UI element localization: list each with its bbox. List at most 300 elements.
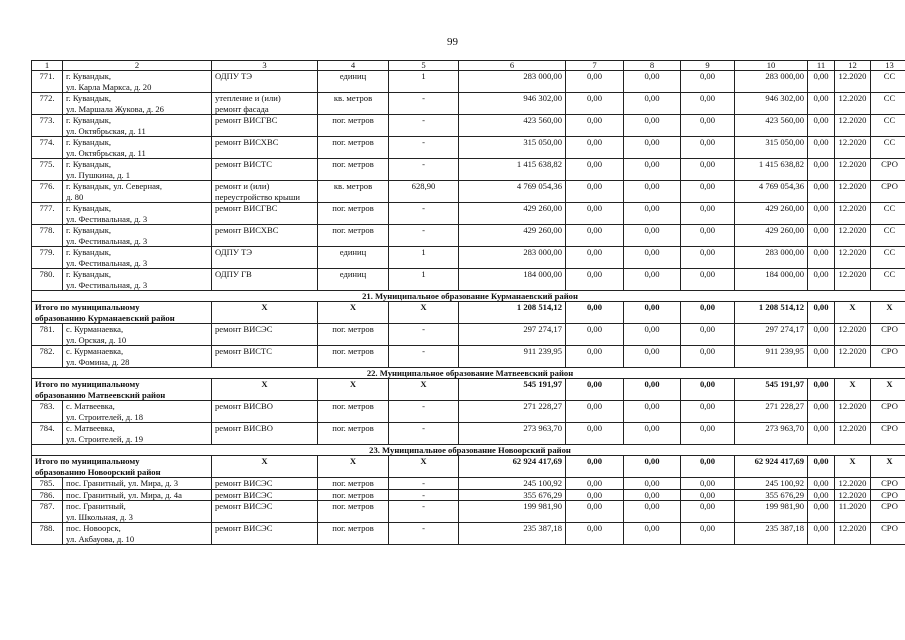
work-type-cell: [212, 159, 318, 181]
work-type-line: ремонт ВИСТС: [215, 159, 273, 169]
work-type-cell: [212, 247, 318, 269]
column-number: 12: [835, 61, 871, 71]
total-cost-cell: 429 260,00: [459, 225, 566, 247]
total-cell: 0,00: [808, 379, 835, 401]
column-number: 4: [318, 61, 389, 71]
total-cell: X: [871, 302, 905, 324]
amount-cell: 0,00: [681, 269, 735, 291]
work-type-line: ремонт ВИСГВС: [215, 115, 278, 125]
work-type-line: ремонт ВИСЭС: [215, 523, 273, 533]
work-type-cell: [212, 501, 318, 523]
address-line: пос. Новоорск,: [66, 523, 121, 533]
amount-cell: 0,00: [808, 225, 835, 247]
total-cost-cell: 235 387,18: [459, 523, 566, 545]
total-cost-cell: 199 981,90: [459, 501, 566, 523]
address-cell: [63, 489, 212, 501]
amount-cell: 0,00: [681, 324, 735, 346]
amount-cell: 0,00: [808, 478, 835, 490]
page-number: 99: [447, 36, 458, 48]
work-type-line: ОДПУ ТЭ: [215, 247, 253, 257]
amount-cell: 245 100,92: [735, 478, 808, 490]
funding-source-cell: СС: [871, 71, 905, 93]
amount-cell: 0,00: [624, 225, 681, 247]
total-cost-cell: 273 963,70: [459, 423, 566, 445]
total-cost-cell: 1 208 514,12: [735, 302, 808, 324]
total-cost-cell: 4 769 054,36: [459, 181, 566, 203]
amount-cell: 0,00: [808, 159, 835, 181]
address-cell: [63, 324, 212, 346]
total-cell: X: [835, 456, 871, 478]
amount-cell: 0,00: [566, 346, 624, 368]
quantity-cell: -: [389, 324, 459, 346]
amount-cell: 4 769 054,36: [735, 181, 808, 203]
work-type-cell: [212, 181, 318, 203]
amount-cell: 235 387,18: [735, 523, 808, 545]
total-cost-cell: 429 260,00: [459, 203, 566, 225]
column-number: 1: [32, 61, 63, 71]
amount-cell: 315 050,00: [735, 137, 808, 159]
row-number: 785.: [32, 478, 63, 490]
total-cell: X: [318, 379, 389, 401]
address-line: пос. Гранитный,: [66, 501, 126, 511]
amount-cell: 0,00: [566, 115, 624, 137]
amount-cell: 0,00: [681, 247, 735, 269]
total-cell: 0,00: [681, 302, 735, 324]
quantity-cell: -: [389, 346, 459, 368]
funding-source-cell: СС: [871, 269, 905, 291]
district-total-label-line: Итого по муниципальному: [35, 302, 140, 312]
work-type-line: ремонт ВИСВО: [215, 423, 273, 433]
total-cell: 0,00: [624, 456, 681, 478]
district-total-row: [32, 379, 905, 401]
work-type-cell: [212, 324, 318, 346]
total-cell: 0,00: [681, 456, 735, 478]
section-heading: 23. Муниципальное образование Новоорский район: [32, 445, 905, 456]
address-line: ул. Фестивальная, д. 3: [66, 257, 148, 268]
address-line: ул. Орская, д. 10: [66, 334, 127, 345]
work-type-line: ремонт ВИСГВС: [215, 203, 278, 213]
address-cell: [63, 423, 212, 445]
total-cell: X: [212, 456, 318, 478]
amount-cell: 0,00: [808, 269, 835, 291]
quantity-cell: -: [389, 225, 459, 247]
work-type-line: ремонт и (или): [215, 181, 270, 191]
amount-cell: 0,00: [808, 181, 835, 203]
section-heading-row: [32, 291, 905, 302]
column-number: 9: [681, 61, 735, 71]
amount-cell: 0,00: [681, 489, 735, 501]
district-total-label-line: Итого по муниципальному: [35, 456, 140, 466]
address-line: ул. Школьная, д. 3: [66, 511, 133, 522]
amount-cell: 0,00: [808, 523, 835, 545]
amount-cell: 0,00: [624, 247, 681, 269]
amount-cell: 0,00: [681, 423, 735, 445]
district-total-label-line: образованию Новоорский район: [35, 466, 161, 477]
funding-source-cell: СС: [871, 93, 905, 115]
quantity-cell: -: [389, 137, 459, 159]
quantity-cell: -: [389, 423, 459, 445]
amount-cell: 0,00: [681, 115, 735, 137]
work-type-line: ремонт ВИСЭС: [215, 501, 273, 511]
address-line: г. Кувандык,: [66, 137, 112, 147]
row-number: 780.: [32, 269, 63, 291]
address-line: г. Кувандык,: [66, 159, 112, 169]
unit-cell: пог. метров: [318, 489, 389, 501]
amount-cell: 0,00: [566, 181, 624, 203]
district-total-label: [32, 302, 212, 324]
district-total-label: [32, 456, 212, 478]
table-row: [32, 324, 905, 346]
amount-cell: 0,00: [624, 269, 681, 291]
amount-cell: 946 302,00: [735, 93, 808, 115]
table-row: [32, 93, 905, 115]
total-cost-cell: 297 274,17: [459, 324, 566, 346]
completion-date-cell: 12.2020: [835, 93, 871, 115]
row-number: 772.: [32, 93, 63, 115]
funding-source-cell: СРО: [871, 489, 905, 501]
total-cost-cell: 545 191,97: [459, 379, 566, 401]
work-type-cell: [212, 489, 318, 501]
address-line: ул. Фестивальная, д. 3: [66, 279, 148, 290]
row-number: 784.: [32, 423, 63, 445]
row-number: 788.: [32, 523, 63, 545]
total-cost-cell: 1 415 638,82: [459, 159, 566, 181]
completion-date-cell: 12.2020: [835, 137, 871, 159]
unit-cell: единиц: [318, 71, 389, 93]
completion-date-cell: 12.2020: [835, 181, 871, 203]
amount-cell: 0,00: [624, 523, 681, 545]
row-number: 778.: [32, 225, 63, 247]
amount-cell: 0,00: [566, 401, 624, 423]
quantity-cell: 1: [389, 247, 459, 269]
amount-cell: 297 274,17: [735, 324, 808, 346]
funding-source-cell: СРО: [871, 501, 905, 523]
amount-cell: 429 260,00: [735, 203, 808, 225]
work-type-cell: [212, 269, 318, 291]
address-line: ул. Фестивальная, д. 3: [66, 213, 148, 224]
completion-date-cell: 12.2020: [835, 401, 871, 423]
amount-cell: 184 000,00: [735, 269, 808, 291]
row-number: 783.: [32, 401, 63, 423]
section-heading: 22. Муниципальное образование Матвеевский район: [32, 368, 905, 379]
quantity-cell: -: [389, 501, 459, 523]
funding-source-cell: СС: [871, 115, 905, 137]
total-cost-cell: 245 100,92: [459, 478, 566, 490]
total-cell: X: [318, 456, 389, 478]
completion-date-cell: 12.2020: [835, 478, 871, 490]
amount-cell: 0,00: [808, 137, 835, 159]
column-number: 3: [212, 61, 318, 71]
amount-cell: 0,00: [808, 489, 835, 501]
quantity-cell: -: [389, 203, 459, 225]
funding-source-cell: СС: [871, 225, 905, 247]
address-cell: [63, 181, 212, 203]
column-number: 5: [389, 61, 459, 71]
total-cell: X: [389, 379, 459, 401]
table-row: [32, 71, 905, 93]
unit-cell: единиц: [318, 269, 389, 291]
work-type-line: ремонт ВИСТС: [215, 346, 273, 356]
address-line: ул. Строителей, д. 19: [66, 433, 144, 444]
work-type-cell: [212, 346, 318, 368]
address-cell: [63, 203, 212, 225]
work-type-cell: [212, 401, 318, 423]
work-type-line: ремонт ВИСВО: [215, 401, 273, 411]
amount-cell: 429 260,00: [735, 225, 808, 247]
table-row: [32, 269, 905, 291]
address-line: г. Кувандык,: [66, 115, 112, 125]
funding-source-cell: СРО: [871, 181, 905, 203]
column-number: 6: [459, 61, 566, 71]
funding-source-cell: СС: [871, 203, 905, 225]
address-cell: [63, 478, 212, 490]
completion-date-cell: 11.2020: [835, 501, 871, 523]
column-number: 13: [871, 61, 905, 71]
total-cost-cell: 283 000,00: [459, 247, 566, 269]
district-total-label-line: образованию Курманаевский район: [35, 312, 175, 323]
work-type-cell: [212, 115, 318, 137]
total-cost-cell: 315 050,00: [459, 137, 566, 159]
completion-date-cell: 12.2020: [835, 523, 871, 545]
row-number: 775.: [32, 159, 63, 181]
work-type-line: ОДПУ ГВ: [215, 269, 252, 279]
address-line: пос. Гранитный, ул. Мира, д. 4а: [66, 489, 182, 500]
quantity-cell: -: [389, 159, 459, 181]
funding-source-cell: СС: [871, 247, 905, 269]
amount-cell: 0,00: [624, 324, 681, 346]
unit-cell: пог. метров: [318, 423, 389, 445]
total-cell: X: [212, 302, 318, 324]
table-row: [32, 489, 905, 501]
address-cell: [63, 225, 212, 247]
row-number: 786.: [32, 489, 63, 501]
completion-date-cell: 12.2020: [835, 159, 871, 181]
total-cell: X: [389, 302, 459, 324]
column-number: 10: [735, 61, 808, 71]
address-line: г. Кувандык,: [66, 225, 112, 235]
address-line: г. Кувандык,: [66, 71, 112, 81]
amount-cell: 0,00: [681, 346, 735, 368]
work-type-line: ремонт ВИСЭС: [215, 324, 273, 334]
unit-cell: пог. метров: [318, 137, 389, 159]
address-cell: [63, 71, 212, 93]
total-cell: 0,00: [566, 456, 624, 478]
amount-cell: 0,00: [624, 137, 681, 159]
completion-date-cell: 12.2020: [835, 247, 871, 269]
unit-cell: пог. метров: [318, 203, 389, 225]
completion-date-cell: 12.2020: [835, 489, 871, 501]
work-type-line: ремонт ВИСЭС: [215, 478, 273, 488]
table-row: [32, 203, 905, 225]
funding-source-cell: СРО: [871, 423, 905, 445]
address-line: ул. Фестивальная, д. 3: [66, 235, 148, 246]
work-type-cell: [212, 93, 318, 115]
total-cost-cell: 355 676,29: [459, 489, 566, 501]
completion-date-cell: 12.2020: [835, 346, 871, 368]
address-cell: [63, 115, 212, 137]
amount-cell: 0,00: [681, 501, 735, 523]
quantity-cell: -: [389, 115, 459, 137]
amount-cell: 271 228,27: [735, 401, 808, 423]
table-row: [32, 478, 905, 490]
address-line: г. Кувандык,: [66, 247, 112, 257]
address-line: с. Матвеевка,: [66, 423, 115, 433]
address-line: ул. Строителей, д. 18: [66, 411, 144, 422]
unit-cell: пог. метров: [318, 523, 389, 545]
work-type-line: переустройство крыши: [215, 191, 300, 202]
amount-cell: 0,00: [566, 225, 624, 247]
funding-source-cell: СРО: [871, 324, 905, 346]
amount-cell: 0,00: [624, 478, 681, 490]
amount-cell: 0,00: [624, 115, 681, 137]
unit-cell: пог. метров: [318, 501, 389, 523]
amount-cell: 0,00: [681, 225, 735, 247]
address-cell: [63, 137, 212, 159]
total-cost-cell: 911 239,95: [459, 346, 566, 368]
total-cell: 0,00: [681, 379, 735, 401]
address-line: г. Кувандык,: [66, 93, 112, 103]
address-cell: [63, 523, 212, 545]
unit-cell: пог. метров: [318, 324, 389, 346]
amount-cell: 0,00: [808, 401, 835, 423]
column-number: 11: [808, 61, 835, 71]
amount-cell: 199 981,90: [735, 501, 808, 523]
total-cell: X: [871, 379, 905, 401]
total-cell: 0,00: [624, 302, 681, 324]
amount-cell: 0,00: [808, 501, 835, 523]
amount-cell: 0,00: [624, 71, 681, 93]
work-type-line: ремонт фасада: [215, 103, 269, 114]
amount-cell: 0,00: [624, 93, 681, 115]
table-row: [32, 115, 905, 137]
amount-cell: 0,00: [566, 423, 624, 445]
total-cell: X: [871, 456, 905, 478]
address-cell: [63, 159, 212, 181]
completion-date-cell: 12.2020: [835, 225, 871, 247]
section-heading-row: [32, 445, 905, 456]
amount-cell: 0,00: [624, 159, 681, 181]
quantity-cell: -: [389, 489, 459, 501]
row-number: 779.: [32, 247, 63, 269]
address-cell: [63, 269, 212, 291]
amount-cell: 0,00: [808, 324, 835, 346]
amount-cell: 0,00: [566, 137, 624, 159]
row-number: 787.: [32, 501, 63, 523]
district-total-row: [32, 302, 905, 324]
amount-cell: 423 560,00: [735, 115, 808, 137]
table-row: [32, 247, 905, 269]
unit-cell: пог. метров: [318, 115, 389, 137]
address-line: ул. Карла Маркса, д. 20: [66, 81, 152, 92]
address-line: с. Курманаевка,: [66, 346, 124, 356]
address-cell: [63, 93, 212, 115]
row-number: 776.: [32, 181, 63, 203]
total-cost-cell: 1 208 514,12: [459, 302, 566, 324]
funding-source-cell: СРО: [871, 523, 905, 545]
address-line: ул. Октябрьская, д. 11: [66, 125, 146, 136]
amount-cell: 0,00: [624, 489, 681, 501]
address-line: д. 80: [66, 191, 84, 202]
completion-date-cell: 12.2020: [835, 269, 871, 291]
amount-cell: 0,00: [624, 401, 681, 423]
amount-cell: 0,00: [681, 93, 735, 115]
quantity-cell: 1: [389, 269, 459, 291]
amount-cell: 0,00: [566, 247, 624, 269]
work-type-cell: [212, 478, 318, 490]
amount-cell: 0,00: [681, 181, 735, 203]
section-heading: 21. Муниципальное образование Курманаевский район: [32, 291, 905, 302]
district-total-label-line: образованию Матвеевский район: [35, 389, 166, 400]
amount-cell: 0,00: [808, 93, 835, 115]
total-cost-cell: 271 228,27: [459, 401, 566, 423]
amount-cell: 0,00: [681, 159, 735, 181]
amount-cell: 0,00: [566, 203, 624, 225]
funding-source-cell: СРО: [871, 401, 905, 423]
work-type-cell: [212, 423, 318, 445]
amount-cell: 0,00: [681, 478, 735, 490]
amount-cell: 0,00: [566, 159, 624, 181]
quantity-cell: 628,90: [389, 181, 459, 203]
total-cell: 0,00: [566, 302, 624, 324]
district-total-row: [32, 456, 905, 478]
amount-cell: 0,00: [624, 423, 681, 445]
address-line: ул. Фомина, д. 28: [66, 356, 130, 367]
amount-cell: 0,00: [566, 324, 624, 346]
address-cell: [63, 247, 212, 269]
quantity-cell: -: [389, 523, 459, 545]
column-number: 8: [624, 61, 681, 71]
amount-cell: 0,00: [566, 523, 624, 545]
quantity-cell: -: [389, 478, 459, 490]
unit-cell: единиц: [318, 247, 389, 269]
funding-source-cell: СРО: [871, 159, 905, 181]
district-total-label: [32, 379, 212, 401]
amount-cell: 0,00: [808, 115, 835, 137]
work-type-cell: [212, 71, 318, 93]
total-cell: X: [318, 302, 389, 324]
address-cell: [63, 501, 212, 523]
column-number-row: [32, 61, 905, 71]
work-type-line: ремонт ВИСЭС: [215, 489, 273, 500]
work-type-cell: [212, 137, 318, 159]
completion-date-cell: 12.2020: [835, 71, 871, 93]
completion-date-cell: 12.2020: [835, 324, 871, 346]
amount-cell: 0,00: [808, 71, 835, 93]
total-cell: X: [835, 379, 871, 401]
amount-cell: 0,00: [681, 137, 735, 159]
unit-cell: пог. метров: [318, 401, 389, 423]
total-cost-cell: 423 560,00: [459, 115, 566, 137]
unit-cell: кв. метров: [318, 93, 389, 115]
work-type-line: ремонт ВИСХВС: [215, 137, 279, 147]
work-type-cell: [212, 523, 318, 545]
amount-cell: 0,00: [566, 478, 624, 490]
total-cell: X: [389, 456, 459, 478]
amount-cell: 0,00: [566, 93, 624, 115]
total-cell: 0,00: [566, 379, 624, 401]
funding-source-cell: СРО: [871, 346, 905, 368]
amount-cell: 0,00: [808, 247, 835, 269]
amount-cell: 0,00: [566, 501, 624, 523]
district-total-label-line: Итого по муниципальному: [35, 379, 140, 389]
address-cell: [63, 401, 212, 423]
address-line: ул. Пушкина, д. 1: [66, 169, 131, 180]
address-line: ул. Маршала Жукова, д. 26: [66, 103, 164, 114]
amount-cell: 283 000,00: [735, 71, 808, 93]
total-cost-cell: 62 924 417,69: [735, 456, 808, 478]
section-heading-row: [32, 368, 905, 379]
table-row: [32, 225, 905, 247]
